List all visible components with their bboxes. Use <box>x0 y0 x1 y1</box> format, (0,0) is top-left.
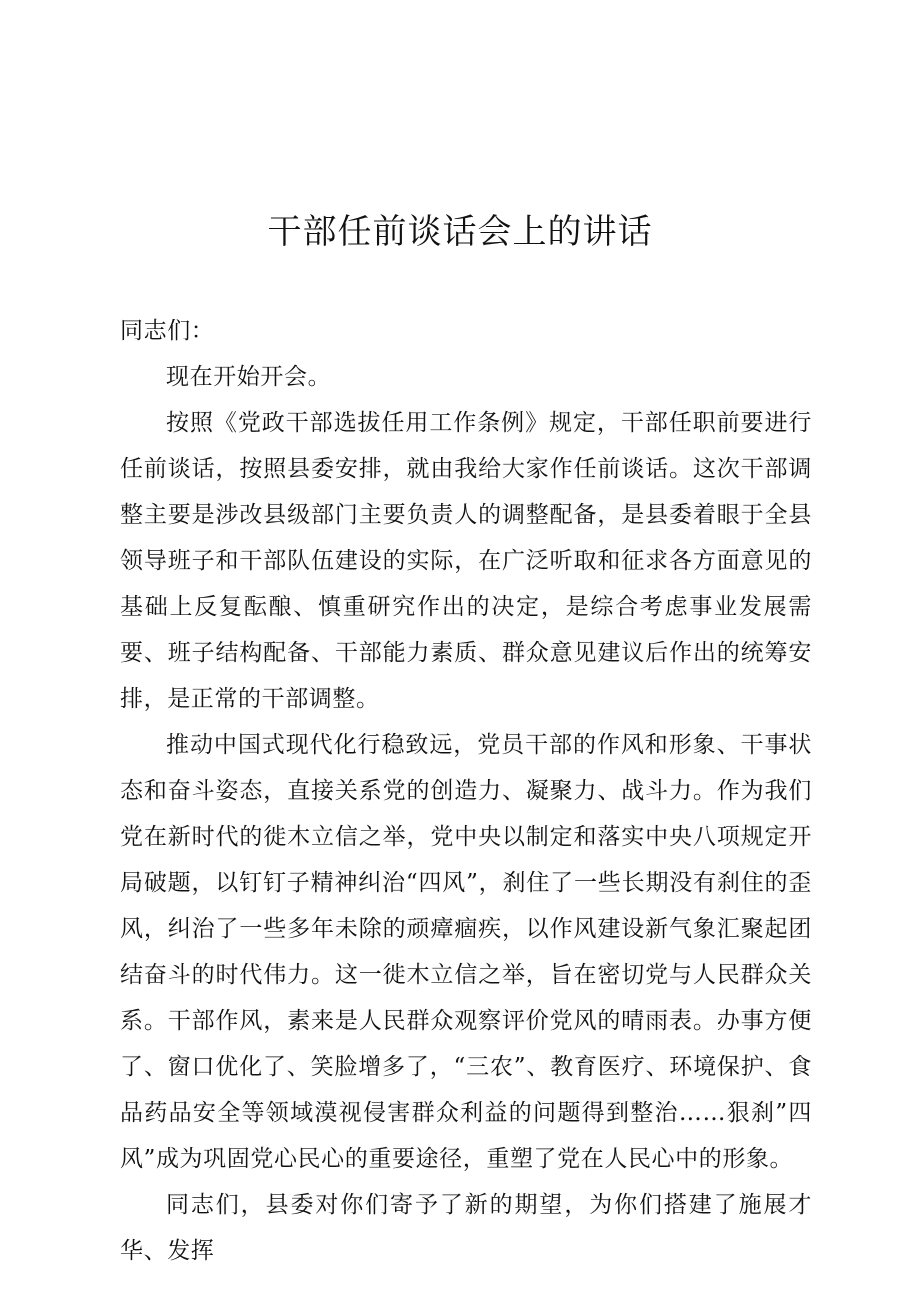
salutation: 同志们： <box>120 318 215 344</box>
paragraph-opening: 现在开始开会。 <box>166 364 332 390</box>
paragraph-work-style: 推动中国式现代化行稳致远，党员干部的作风和形象、干事状态和奋斗姿态，直接关系党的创造力、凝聚力、战斗力。作为我们党在新时代的徙木立信之举，党中央以制定和落实中央八项规定开局破题，以钉钉子精神纠治“四风”，刹住了一些长期没有刹住的歪风，纠治了一些多年未除的顽瘴痼疾，以作风建设新气象汇聚起团结奋斗的时代伟力。这一徙木立信之举，旨在密切党与人民群众关系。干部作风，素来是人民群众观察评价党风的晴雨表。办事方便了、窗口优化了、笑脸增多了，“三农”、教育医疗、环境保护、食品药品安全等领域漠视侵害群众利益的问题得到整治……狠刹”四风”成为巩固党心民心的重要途径，重塑了党在人民心中的形象。 <box>120 732 812 1172</box>
paragraph-regulation: 按照《党政干部选拔任用工作条例》规定，干部任职前要进行任前谈话，按照县委安排，就由我给大家作任前谈话。这次干部调整主要是涉改县级部门主要负责人的调整配备，是县委着眼于全县领导班子和干部队伍建设的实际，在广泛听取和征求各方面意见的基础上反复酝酿、慎重研究作出的决定，是综合考虑事业发展需要、班子结构配备、干部能力素质、群众意见建议后作出的统筹安排，是正常的干部调整。 <box>120 410 812 712</box>
paragraph-expectation: 同志们，县委对你们寄予了新的期望，为你们搭建了施展才华、发挥 <box>120 1192 812 1264</box>
document-title: 干部任前谈话会上的讲话 <box>267 212 653 252</box>
document-body <box>120 308 812 1274</box>
